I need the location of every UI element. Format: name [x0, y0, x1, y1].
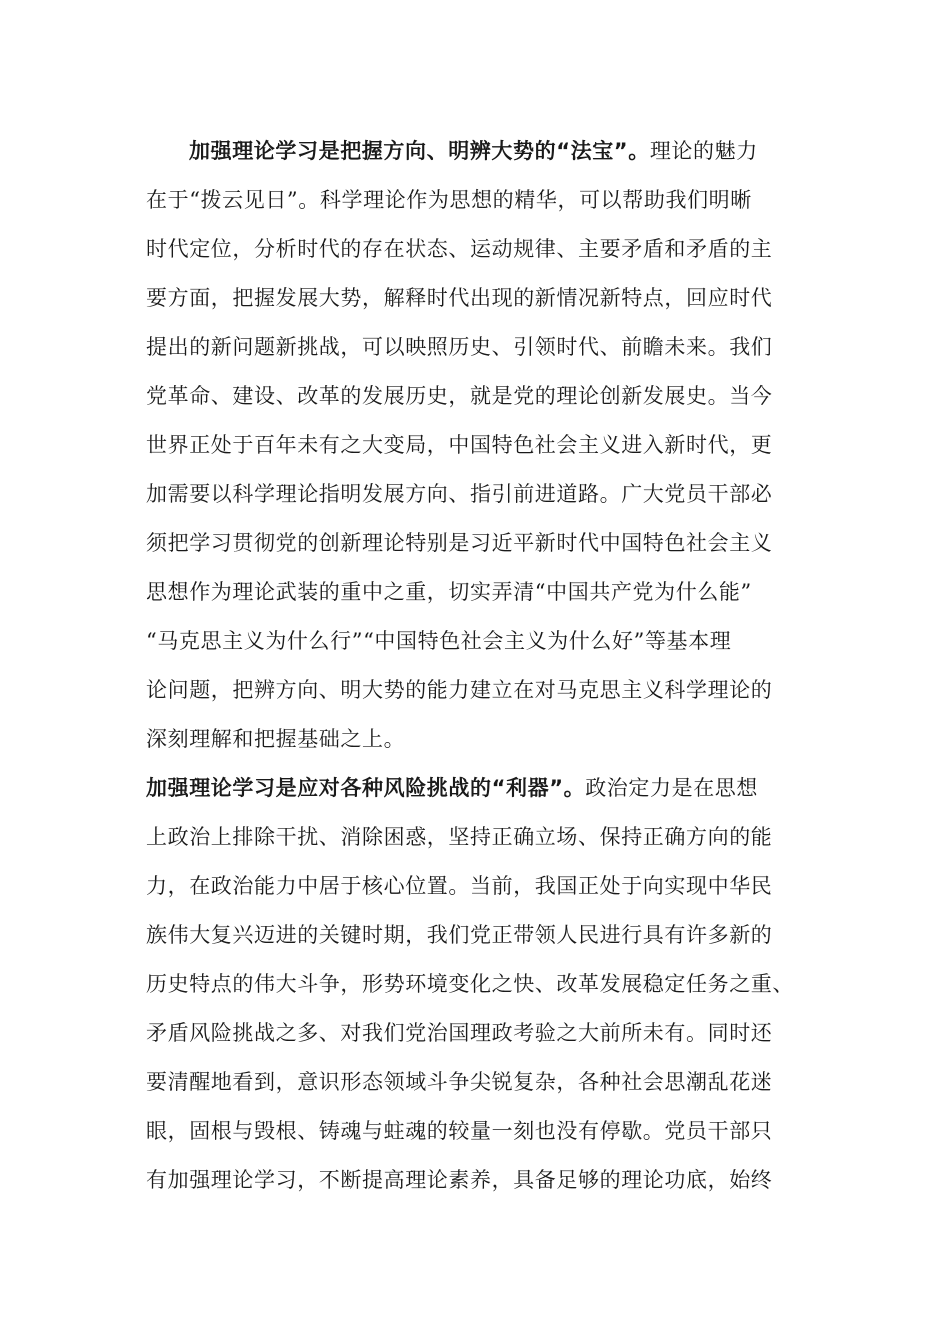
paragraph-1-line: 要方面，把握发展大势，解释时代出现的新情况新特点，回应时代 [146, 286, 773, 310]
paragraph-2-line-text: 政治定力是在思想 [585, 776, 759, 800]
paragraph-2-heading: 加强理论学习是应对各种风险挑战的“利器”。 [146, 776, 586, 800]
paragraph-1-line: 深刻理解和把握基础之上。 [146, 727, 406, 751]
paragraph-1-line-text: 理论的魅力 [649, 139, 758, 163]
paragraph-2-line: 要清醒地看到，意识形态领域斗争尖锐复杂，各种社会思潮乱花迷 [146, 1070, 773, 1094]
paragraph-1-line: 时代定位，分析时代的存在状态、运动规律、主要矛盾和矛盾的主 [146, 237, 773, 261]
paragraph-1-first-line [189, 136, 758, 166]
paragraph-1-heading: 加强理论学习是把握方向、明辨大势的“法宝”。 [189, 139, 650, 163]
paragraph-1-line: 思想作为理论武装的重中之重，切实弄清“中国共产党为什么能” [146, 580, 752, 604]
paragraph-1-line: 世界正处于百年未有之大变局，中国特色社会主义进入新时代，更 [146, 433, 773, 457]
paragraph-1-line: 在于“拨云见日”。科学理论作为思想的精华，可以帮助我们明晰 [146, 188, 752, 212]
paragraph-2-line: 力，在政治能力中居于核心位置。当前，我国正处于向实现中华民 [146, 874, 773, 898]
paragraph-2-line: 矛盾风险挑战之多、对我们党治国理政考验之大前所未有。同时还 [146, 1021, 773, 1045]
paragraph-2-line: 族伟大复兴迈进的关键时期，我们党正带领人民进行具有许多新的 [146, 923, 773, 947]
paragraph-1-line: 加需要以科学理论指明发展方向、指引前进道路。广大党员干部必 [146, 482, 773, 506]
paragraph-1-line: 党革命、建设、改革的发展历史，就是党的理论创新发展史。当今 [146, 384, 773, 408]
paragraph-2-first-line [146, 773, 758, 803]
paragraph-2-line: 上政治上排除干扰、消除困惑，坚持正确立场、保持正确方向的能 [146, 825, 773, 849]
paragraph-2-line: 眼，固根与毁根、铸魂与蛀魂的较量一刻也没有停歇。党员干部只 [146, 1119, 773, 1143]
paragraph-1-line: 论问题，把辨方向、明大势的能力建立在对马克思主义科学理论的 [146, 678, 773, 702]
paragraph-1-line: 提出的新问题新挑战，可以映照历史、引领时代、前瞻未来。我们 [146, 335, 773, 359]
paragraph-1-line: 须把学习贯彻党的创新理论特别是习近平新时代中国特色社会主义 [146, 531, 773, 555]
paragraph-2-line: 历史特点的伟大斗争，形势环境变化之快、改革发展稳定任务之重、 [146, 972, 794, 996]
paragraph-2-line: 有加强理论学习，不断提高理论素养，具备足够的理论功底，始终 [146, 1168, 773, 1192]
paragraph-1-line: “马克思主义为什么行”“中国特色社会主义为什么好”等基本理 [146, 629, 732, 653]
